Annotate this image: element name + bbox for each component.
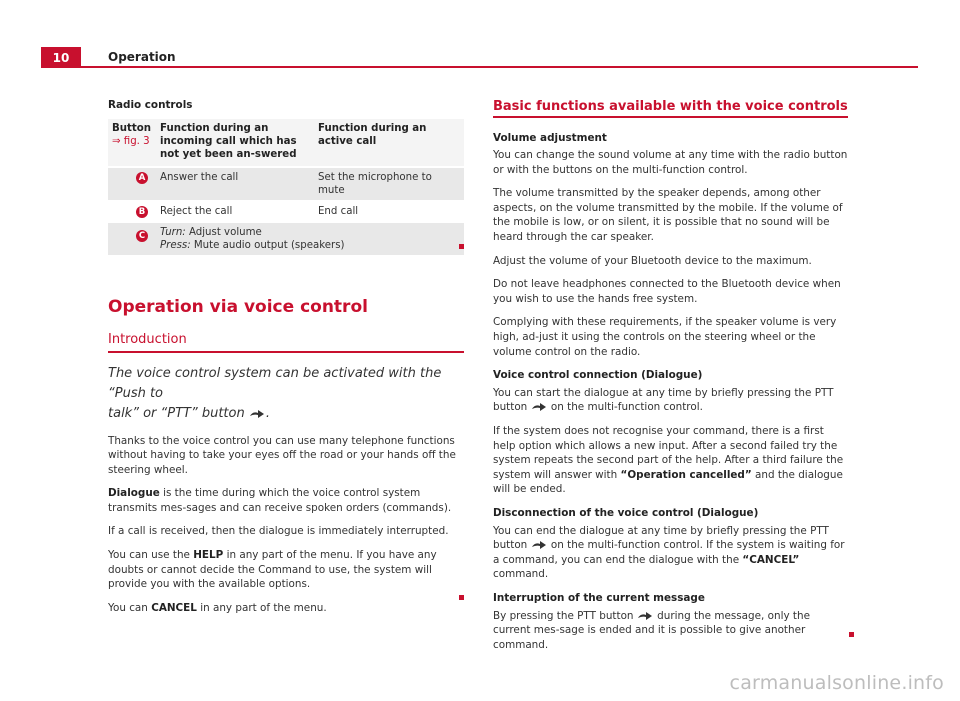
turn-label: Turn: — [160, 227, 186, 238]
ptt-button-icon — [531, 401, 548, 412]
ptt-button-icon — [249, 408, 266, 419]
heading-voice-disconnection: Disconnection of the voice control (Dialogue) — [493, 506, 759, 519]
operation-cancelled-term: “Operation cancelled” — [620, 468, 752, 481]
introduction-rule — [108, 351, 464, 353]
table-header-row — [108, 119, 464, 167]
button-marker-b: B — [136, 206, 148, 218]
watermark-text: carmanualsonline.info — [729, 672, 944, 694]
button-marker-c: C — [136, 230, 148, 242]
intro-lead-text — [108, 364, 464, 424]
intro-lead-end: . — [265, 405, 270, 421]
col-header-button-label: Button — [112, 123, 152, 134]
ptt-button-icon — [531, 539, 548, 550]
heading-interruption: Interruption of the current message — [493, 591, 705, 604]
table-row — [108, 167, 464, 201]
page-number: 10 — [41, 47, 81, 68]
radio-controls-title: Radio controls — [108, 99, 193, 111]
cancel-term: CANCEL — [151, 601, 197, 614]
intro-paragraph-5: You can CANCEL in any part of the menu. — [108, 601, 464, 616]
section-title-voice-control: Operation via voice control — [108, 297, 368, 317]
figure-reference-link[interactable]: ⇒ fig. 3 — [112, 136, 150, 147]
dialogue-term: Dialogue — [108, 487, 160, 500]
table-cell: Answer the call — [156, 167, 314, 201]
table-cell: Set the microphone to mute — [314, 167, 464, 201]
intro-paragraph-3: If a call is received, then the dialogue is immediately interrupted. — [108, 525, 449, 538]
section-end-marker — [459, 244, 464, 249]
disconnection-paragraph-1: You can end the dialogue at any time by briefly pressing the PTT button on the multi-function control. If the system is waiting for a command, you can end the dialogue with the “CANCEL” command. — [493, 524, 845, 581]
help-term: HELP — [193, 549, 224, 562]
ptt-button-icon — [637, 610, 654, 621]
left-column — [108, 99, 464, 624]
button-marker-a: A — [136, 172, 148, 184]
basic-functions-rule — [493, 116, 848, 118]
intro-paragraph-2: Dialogue is the time during which the voice control system transmits mes-sages and can receive spoken orders (commands). — [108, 487, 452, 514]
turn-text: Adjust volume — [185, 227, 262, 238]
volume-paragraph-3: Adjust the volume of your Bluetooth device to the maximum. — [493, 254, 812, 267]
connection-paragraph-1: You can start the dialogue at any time by briefly pressing the PTT button on the multi-function control. — [493, 386, 834, 414]
table-cell: Reject the call — [156, 201, 314, 222]
intro-paragraph-1: Thanks to the voice control you can use many telephone functions without having to take your eyes off the road or your hands off the steering wheel. — [108, 434, 456, 476]
press-text: Mute audio output (speakers) — [190, 240, 345, 251]
radio-controls-table — [108, 119, 464, 255]
heading-voice-connection: Voice control connection (Dialogue) — [493, 369, 703, 382]
section-title-basic-functions: Basic functions available with the voice controls — [493, 99, 848, 114]
heading-volume-adjustment: Volume adjustment — [493, 131, 607, 144]
col-header-active: Function during an active call — [314, 119, 464, 167]
section-end-marker — [459, 595, 464, 600]
connection-paragraph-2: If the system does not recognise your command, there is a first help option which allows a new input. After a second failed try the system repeats the second part of the help. After a third failure the system will answer with “Operation cancelled” and the dialogue will be ended. — [493, 425, 844, 496]
intro-paragraph-4: You can use the HELP in any part of the menu. If you have any doubts or cannot decide the Command to use, the system will provide you with the available options. — [108, 549, 437, 591]
section-end-marker — [849, 632, 854, 637]
table-row — [108, 222, 464, 255]
table-row — [108, 201, 464, 222]
col-header-button — [108, 119, 156, 167]
table-cell: End call — [314, 201, 464, 222]
table-cell — [156, 222, 464, 255]
subsection-title-introduction: Introduction — [108, 332, 187, 347]
right-column — [493, 99, 848, 661]
col-header-incoming: Function during an incoming call which has not yet been an-swered — [156, 119, 314, 167]
press-label: Press: — [160, 240, 191, 251]
volume-paragraph-2: The volume transmitted by the speaker depends, among other aspects, on the volume transmitted by the mobile. If the volume of the mobile is low, or on silent, it is possible that no sound will be heard through the car speaker. — [493, 187, 843, 244]
page-header-title: Operation — [108, 50, 176, 64]
intro-lead-line-2: talk” or “PTT” button — [108, 405, 245, 421]
volume-paragraph-4: Do not leave headphones connected to the Bluetooth device when you wish to use the hands free system. — [493, 278, 841, 305]
volume-paragraph-5: Complying with these requirements, if the speaker volume is very high, ad-just it using the controls on the steering wheel or the volume control on the radio. — [493, 316, 837, 358]
interruption-paragraph-1: By pressing the PTT button during the message, only the current mes-sage is ended and it is possible to give another command. — [493, 609, 848, 653]
intro-lead-line-1: The voice control system can be activated with the “Push to — [108, 365, 442, 401]
volume-paragraph-1: You can change the sound volume at any time with the radio button or with the buttons on the multi-function control. — [493, 149, 848, 176]
cancel-command-term: “CANCEL” — [742, 553, 800, 566]
header-rule — [81, 66, 918, 68]
